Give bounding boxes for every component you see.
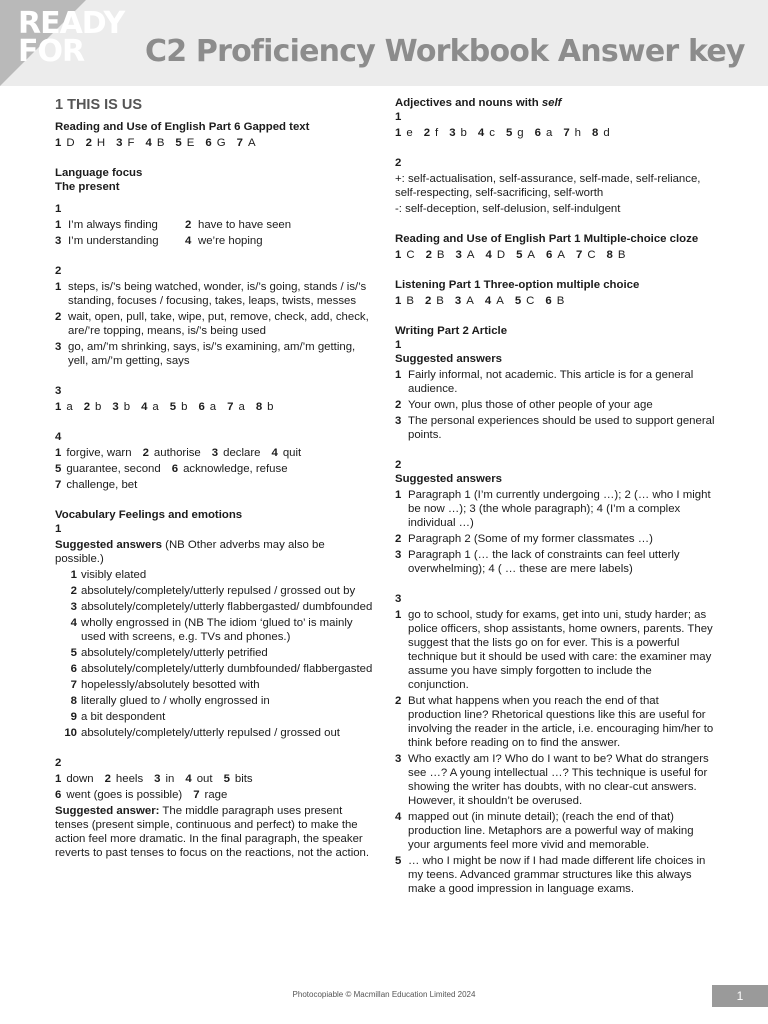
answer-number: 3 (211, 447, 219, 459)
item-text: I’m always finding (68, 219, 158, 231)
section-title: Reading and Use of English Part 1 Multiple-choice cloze (395, 233, 699, 245)
pair-cell (185, 234, 263, 248)
answer-number: 2 (142, 447, 149, 459)
exercise-number: 2 (55, 757, 62, 769)
logo-line-1: READY (18, 6, 125, 41)
answer-number: 6 (55, 789, 62, 801)
exercise-number: 3 (55, 385, 62, 397)
item-number: 9 (70, 711, 77, 723)
answer-number: 1 (395, 295, 402, 307)
answer-value: B (156, 137, 165, 149)
section-title-italic: self (541, 97, 562, 109)
item-number: 1 (55, 219, 62, 231)
exercise-number: 1 (395, 111, 402, 123)
answer-row (55, 446, 375, 460)
answer-value: C (587, 249, 596, 261)
answer-value: a (238, 401, 245, 413)
list-item (395, 752, 715, 808)
item-number: 3 (70, 601, 77, 613)
item-number: 4 (70, 617, 77, 629)
item-number: 1 (70, 569, 77, 581)
list-item (55, 662, 375, 676)
list-item (55, 280, 375, 308)
item-number: 7 (70, 679, 77, 691)
item-text: literally glued to / wholly engrossed in (81, 695, 270, 707)
pair-cell (55, 234, 185, 248)
answer-value: went (goes is possible) (66, 789, 183, 801)
answer-number: 3 (455, 249, 462, 261)
unit-title: 1 THIS IS US (55, 97, 143, 113)
item-number: 10 (64, 727, 77, 739)
answer-value: A (466, 249, 475, 261)
section-title-text: Adjectives and nouns with (395, 97, 542, 109)
answer-number: 2 (85, 137, 92, 149)
answer-value: B (406, 295, 414, 307)
left-column (55, 96, 375, 862)
answer-number: 6 (205, 137, 212, 149)
page-header (0, 0, 768, 86)
answer-value: B (436, 249, 445, 261)
exercise-number: 2 (55, 265, 62, 277)
list-item (55, 340, 375, 368)
item-text: wait, open, pull, take, wipe, put, remove, check, add, check, are/’re topping, means, is/’s being used (68, 311, 369, 337)
list-item (55, 678, 375, 692)
answer-number: 4 (271, 447, 278, 459)
answer-value: in (165, 773, 175, 785)
item-number: 4 (185, 235, 192, 247)
answer-value: A (466, 295, 474, 307)
answer-value: b (95, 401, 102, 413)
item-number: 3 (55, 341, 62, 353)
answer-value: a (152, 401, 159, 413)
answer-value: F (127, 137, 135, 149)
answer-row (55, 772, 375, 786)
answer-value: a (66, 401, 73, 413)
answer-number: 7 (563, 127, 570, 139)
item-text: absolutely/completely/utterly flabbergasted/ dumbfounded (81, 601, 373, 613)
list-item (395, 532, 715, 546)
answer-number: 2 (423, 127, 431, 139)
item-text: go, am/’m shrinking, says, is/’s examining, am/’m getting, yell, am/’m getting, says (68, 341, 356, 367)
answer-number: 5 (505, 127, 513, 139)
inline-rows (55, 772, 375, 802)
item-number: 2 (395, 399, 402, 411)
suggested-label: Suggested answers (395, 473, 502, 485)
ready-for-logo (18, 6, 125, 69)
answer-value: E (186, 137, 195, 149)
answer-number: 3 (116, 137, 123, 149)
answer-number: 6 (546, 249, 553, 261)
item-number: 5 (70, 647, 77, 659)
section-title (395, 96, 715, 110)
item-text: absolutely/completely/utterly dumbfounded/ flabbergasted (81, 663, 373, 675)
item-number: 1 (395, 489, 402, 501)
item-text: go to school, study for exams, get into uni, study harder; as police officers, shop assistants, home owners, parents. They suggest that the lists go on for ever. This is a powerful technique but it should be used with care: the examiner may assume you have simply forgotten to include the conjunction. (408, 609, 713, 691)
section-title: Reading and Use of English Part 6 Gapped text (55, 121, 310, 133)
pair-list (55, 218, 375, 248)
answer-value: forgive, warn (66, 447, 132, 459)
copyright-footer: Photocopiable © Macmillan Education Limited 2024 (292, 990, 476, 999)
answer-value: authorise (153, 447, 201, 459)
item-text: Paragraph 1 (I’m currently undergoing …); 2 (… who I might be now …); 3 (the whole paragraph); 4 (I’m a complex individual …) (408, 489, 711, 529)
item-number: 2 (185, 219, 192, 231)
section-title: Language focus (55, 167, 143, 179)
answer-value: G (216, 137, 226, 149)
answer-number: 3 (112, 401, 119, 413)
pair-row (55, 218, 375, 232)
exercise-number: 2 (395, 157, 402, 169)
answer-number: 6 (534, 127, 541, 139)
list-item (395, 694, 715, 750)
item-number: 8 (70, 695, 77, 707)
answer-row (55, 400, 375, 414)
answer-number: 2 (83, 401, 91, 413)
answer-value: B (436, 295, 444, 307)
answer-row (55, 788, 375, 802)
item-number: 3 (395, 549, 402, 561)
section-title: Writing Part 2 Article (395, 325, 508, 337)
item-number: 1 (55, 281, 62, 293)
item-text: have to have seen (198, 219, 292, 231)
item-text: absolutely/completely/utterly petrified (81, 647, 268, 659)
logo-line-2: FOR (18, 34, 85, 69)
item-number: 2 (70, 585, 77, 597)
right-column (395, 96, 715, 898)
pair-cell (185, 218, 291, 232)
list-item (395, 488, 715, 530)
item-number: 3 (395, 415, 402, 427)
item-text: mapped out (in minute detail); (reach the end of that) production line. Metaphors are a powerful way of making your arguments feel more vivid and memorable. (408, 811, 694, 851)
item-text: wholly engrossed in (NB The idiom ‘glued to’ is mainly used with screens, e.g. TVs and phones.) (81, 617, 353, 643)
answer-number: 1 (55, 401, 62, 413)
suggested-label: Suggested answers (395, 353, 502, 365)
exercise-number: 1 (55, 203, 62, 215)
list-item (55, 646, 375, 660)
answer-number: 7 (193, 789, 200, 801)
answer-number: 2 (424, 295, 432, 307)
item-text: visibly elated (81, 569, 147, 581)
answer-value: b (460, 127, 467, 139)
answer-value: g (517, 127, 524, 139)
suggested-label: Suggested answer: (55, 805, 160, 817)
answer-value: h (574, 127, 581, 139)
answer-number: 7 (575, 249, 583, 261)
page-title: C2 Proficiency Workbook Answer key (145, 34, 745, 69)
answer-value: A (247, 137, 256, 149)
item-text: hopelessly/absolutely besotted with (81, 679, 260, 691)
item-text: I’m understanding (68, 235, 159, 247)
answer-number: 4 (185, 773, 192, 785)
answer-row (395, 248, 715, 262)
list-item (55, 310, 375, 338)
answer-number: 4 (141, 401, 148, 413)
answer-value: d (603, 127, 610, 139)
list-item (395, 398, 715, 412)
answer-value: challenge, bet (66, 479, 138, 491)
pair-cell (55, 218, 185, 232)
inline-rows (55, 446, 375, 492)
answer-value: out (196, 773, 213, 785)
answer-number: 5 (223, 773, 230, 785)
list-item (395, 854, 715, 896)
answer-number: 1 (55, 773, 62, 785)
item-list (55, 280, 375, 368)
item-text: absolutely/completely/utterly repulsed / grossed out (81, 727, 340, 739)
answer-value: A (557, 249, 565, 261)
answer-value: guarantee, second (66, 463, 161, 475)
answer-value: a (545, 127, 553, 139)
answer-number: 6 (545, 295, 552, 307)
list-item (395, 810, 715, 852)
answer-number: 3 (154, 773, 161, 785)
answer-number: 5 (55, 463, 62, 475)
answer-number: 2 (425, 249, 432, 261)
answer-number: 8 (606, 249, 613, 261)
answer-row (395, 126, 715, 140)
answer-value: A (496, 295, 504, 307)
item-text: Paragraph 1 (… the lack of constraints can feel utterly overwhelming); 4 ( … these are mere labels) (408, 549, 680, 575)
list-item (55, 726, 375, 740)
item-text: steps, is/’s being watched, wonder, is/’s going, stands / is/’s standing, focuses / focusing, takes, leaps, twists, messes (68, 281, 367, 307)
answer-number: 6 (198, 401, 205, 413)
answer-number: 7 (55, 479, 62, 491)
answer-value: b (181, 401, 188, 413)
subsection-title: The present (55, 181, 120, 193)
answer-value: B (617, 249, 626, 261)
answer-number: 3 (454, 295, 462, 307)
answer-number: 3 (449, 127, 456, 139)
item-text: Fairly informal, not academic. This article is for a general audience. (408, 369, 694, 395)
section-title: Vocabulary Feelings and emotions (55, 509, 243, 521)
answer-value: f (435, 127, 439, 139)
item-text: … who I might be now if I had made different life choices in my teens. Advanced grammar structures like this always make a good impression in language exams. (408, 855, 706, 895)
answer-number: 8 (592, 127, 599, 139)
answer-value: D (66, 137, 75, 149)
exercise-number: 3 (395, 593, 402, 605)
answer-number: 7 (227, 401, 234, 413)
suggested-answer-paragraph (55, 804, 375, 860)
list-item (395, 368, 715, 396)
answer-number: 5 (514, 295, 522, 307)
item-text: But what happens when you reach the end of that production line? Rhetorical questions like this are useful for involving the reader in the article, i.e. encouraging him/her to think before reading on to find the answer. (408, 695, 714, 749)
item-list (395, 488, 715, 576)
answer-value: e (406, 127, 413, 139)
answer-value: acknowledge, refuse (183, 463, 288, 475)
item-list (55, 568, 375, 740)
item-number: 5 (395, 855, 402, 867)
answer-number: 8 (255, 401, 263, 413)
list-item (395, 414, 715, 442)
item-number: 1 (395, 609, 402, 621)
answer-number: 5 (169, 401, 177, 413)
exercise-number: 2 (395, 459, 402, 471)
answer-value: declare (223, 447, 261, 459)
answer-value: C (406, 249, 415, 261)
answer-number: 4 (477, 127, 485, 139)
page-number: 1 (712, 985, 768, 1007)
answer-row (55, 462, 375, 476)
answer-value: down (66, 773, 94, 785)
list-item (55, 568, 375, 582)
exercise-number: 1 (55, 523, 62, 535)
item-number: 3 (55, 235, 62, 247)
answer-value: C (526, 295, 535, 307)
list-item (55, 584, 375, 598)
list-item (55, 616, 375, 644)
pair-row (55, 234, 375, 248)
answer-value: D (496, 249, 506, 261)
list-item (395, 548, 715, 576)
answer-number: 6 (171, 463, 179, 475)
item-number: 6 (70, 663, 77, 675)
item-number: 2 (395, 533, 402, 545)
answer-number: 1 (55, 447, 62, 459)
answer-value: c (489, 127, 495, 139)
suggested-answers-note (55, 538, 375, 566)
answer-number: 5 (516, 249, 523, 261)
item-text: The personal experiences should be used to support general points. (408, 415, 715, 441)
answer-value: quit (282, 447, 302, 459)
item-text: a bit despondent (81, 711, 166, 723)
answer-value: heels (115, 773, 144, 785)
answer-row (55, 478, 375, 492)
answer-value: A (527, 249, 536, 261)
answer-number: 5 (175, 137, 182, 149)
suggested-note: (NB Other adverbs may also be possible.) (55, 539, 325, 565)
item-list (395, 368, 715, 442)
list-item (55, 710, 375, 724)
exercise-number: 4 (55, 431, 62, 443)
answer-row (55, 136, 375, 150)
negative-list: -: self-deception, self-delusion, self-indulgent (395, 203, 621, 215)
answer-value: b (123, 401, 131, 413)
item-number: 3 (395, 753, 402, 765)
suggested-text: The middle paragraph uses present tenses (present simple, continuous and perfect) to make the action feel more dramatic. In the final paragraph, the speaker reverts to past tenses to focus on the reactions, not the action. (55, 805, 370, 859)
answer-number: 1 (55, 137, 62, 149)
item-text: absolutely/completely/utterly repulsed / grossed out by (81, 585, 356, 597)
answer-value: a (209, 401, 217, 413)
answer-number: 2 (104, 773, 111, 785)
positive-list: +: self-actualisation, self-assurance, self-made, self-reliance, self-respecting, self-sacrificing, self-worth (395, 173, 701, 199)
item-text: we’re hoping (198, 235, 263, 247)
item-number: 2 (55, 311, 62, 323)
answer-number: 4 (145, 137, 152, 149)
answer-number: 4 (484, 295, 492, 307)
answer-value: B (556, 295, 565, 307)
list-item (55, 600, 375, 614)
item-text: Paragraph 2 (Some of my former classmates …) (408, 533, 653, 545)
answer-value: bits (234, 773, 253, 785)
answer-row (395, 294, 715, 308)
suggested-label: Suggested answers (55, 539, 162, 551)
item-list (395, 608, 715, 896)
item-number: 2 (395, 695, 402, 707)
section-title: Listening Part 1 Three-option multiple choice (395, 279, 640, 291)
answer-number: 4 (485, 249, 492, 261)
answer-value: H (96, 137, 106, 149)
item-number: 4 (395, 811, 402, 823)
item-text: Who exactly am I? Who do I want to be? What do strangers see …? A young intellectual …? This technique is useful for showing the writer has doubts, with no clear-cut answers. However, it shouldn’t be overused. (408, 753, 709, 807)
exercise-number: 1 (395, 339, 402, 351)
list-item (55, 694, 375, 708)
answer-number: 7 (236, 137, 243, 149)
answer-number: 1 (395, 127, 402, 139)
item-text: Your own, plus those of other people of your age (408, 399, 653, 411)
item-number: 1 (395, 369, 402, 381)
list-item (395, 608, 715, 692)
answer-value: b (267, 401, 274, 413)
answer-number: 1 (395, 249, 402, 261)
answer-value: rage (204, 789, 228, 801)
